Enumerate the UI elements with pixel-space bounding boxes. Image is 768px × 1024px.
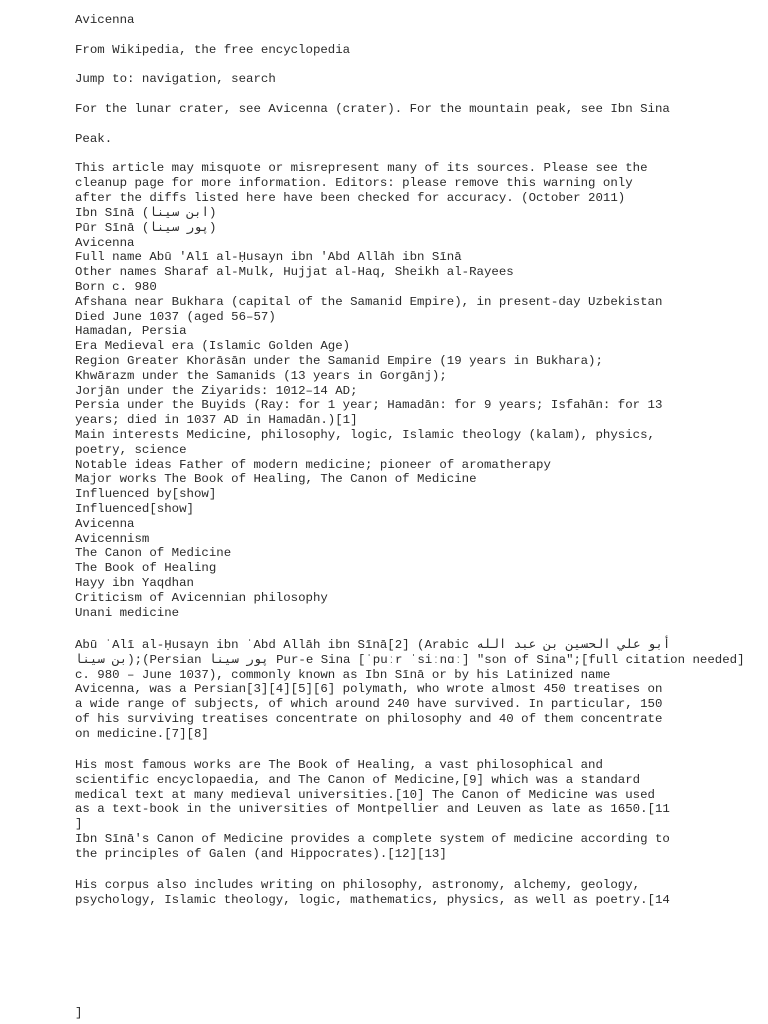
jump-links: Jump to: navigation, search xyxy=(75,72,276,86)
body-line: His most famous works are The Book of Healing, a vast philosophical and xyxy=(75,758,603,772)
infobox-line: The Canon of Medicine xyxy=(75,546,232,561)
infobox-line: poetry, science xyxy=(75,442,187,457)
body-line: on medicine.[7][8] xyxy=(75,726,209,741)
hatnote-line: Peak. xyxy=(75,132,113,146)
body-line: c. 980 – June 1037), commonly known as Ibn Sīnā or by his Latinized name xyxy=(75,667,611,682)
infobox-line: Khwārazm under the Samanids (13 years in Gorgānj); xyxy=(75,368,447,383)
infobox-line: Hayy ibn Yaqdhan xyxy=(75,576,194,590)
body-line: a wide range of subjects, of which around 240 have survived. In particular, 150 xyxy=(75,697,663,712)
body-line: of his surviving treatises concentrate on philosophy and 40 of them concentrate xyxy=(75,712,663,726)
body-line: scientific encyclopaedia, and The Canon of Medicine,[9] which was a standard xyxy=(75,772,641,787)
body-line: Abū ʿAlī al-Ḥusayn ibn ʿAbd Allāh ibn Sīnā[2] (Arabic أبو علي الحسين بن عبد الله xyxy=(75,638,671,652)
infobox-line: Avicenna xyxy=(75,235,135,250)
infobox-line: Ibn Sīnā (ابن سینا) xyxy=(75,206,217,220)
infobox-line: Pūr Sīnā (پور سینا) xyxy=(75,220,217,235)
warning-line: after the diffs listed here have been checked for accuracy. (October 2011) xyxy=(75,190,626,205)
infobox-line: Avicenna xyxy=(75,516,135,531)
infobox-line: Hamadan, Persia xyxy=(75,324,187,339)
body-line: medical text at many medieval universities.[10] The Canon of Medicine was used xyxy=(75,787,655,802)
body-line: as a text-book in the universities of Montpellier and Leuven as late as 1650.[11 xyxy=(75,802,670,817)
warning-line: This article may misquote or misrepresent many of its sources. Please see the xyxy=(75,161,648,175)
body-line: Ibn Sīnā's Canon of Medicine provides a complete system of medicine according to xyxy=(75,832,670,846)
infobox-line: Influenced[show] xyxy=(75,502,194,516)
infobox-line: Born c. 980 xyxy=(75,280,157,294)
infobox-line: Afshana near Bukhara (capital of the Samanid Empire), in present-day Uzbekistan xyxy=(75,294,663,309)
source-line: From Wikipedia, the free encyclopedia xyxy=(75,43,351,57)
infobox-line: Criticism of Avicennian philosophy xyxy=(75,590,328,605)
infobox-line: Notable ideas Father of modern medicine; pioneer of aromatherapy xyxy=(75,457,551,472)
infobox-line: Major works The Book of Healing, The Canon of Medicine xyxy=(75,472,477,487)
body-line: psychology, Islamic theology, logic, mathematics, physics, as well as poetry.[14 xyxy=(75,892,670,907)
body-line: Avicenna, was a Persian[3][4][5][6] polymath, who wrote almost 450 treatises on xyxy=(75,682,663,697)
infobox-line: Other names Sharaf al-Mulk, Hujjat al-Haq, Sheikh al-Rayees xyxy=(75,265,514,280)
body-line: the principles of Galen (and Hippocrates).[12][13] xyxy=(75,846,447,861)
infobox-line: The Book of Healing xyxy=(75,561,217,576)
infobox-line: years; died in 1037 AD in Hamadān.)[1] xyxy=(75,413,358,428)
page-title: Avicenna xyxy=(75,13,135,27)
infobox-line: Full name Abū 'Alī al-Ḥusayn ibn 'Abd Allāh ibn Sīnā xyxy=(75,250,462,265)
warning-line: cleanup page for more information. Editors: please remove this warning only xyxy=(75,175,633,190)
hatnote-line: For the lunar crater, see Avicenna (crater). For the mountain peak, see Ibn Sina xyxy=(75,102,670,116)
body-line: His corpus also includes writing on philosophy, astronomy, alchemy, geology, xyxy=(75,878,641,892)
body-line: ] xyxy=(75,817,83,832)
infobox-line: Persia under the Buyids (Ray: for 1 year; Hamadān: for 9 years; Isfahān: for 13 xyxy=(75,398,663,413)
body-line: بن سينا);(Persian پور سینا Pur-e Sina [ˈpuːr ˈsiːnɑː] "son of Sina";[full citation needed] xyxy=(75,652,745,667)
infobox-line: Influenced by[show] xyxy=(75,487,217,502)
infobox-line: Died June 1037 (aged 56–57) xyxy=(75,309,276,324)
infobox-line: Jorjān under the Ziyarids: 1012–14 AD; xyxy=(75,383,358,398)
infobox-line: Unani medicine xyxy=(75,605,180,620)
continuation-bracket: ] xyxy=(75,1006,83,1020)
infobox-line: Region Greater Khorāsān under the Samanid Empire (19 years in Bukhara); xyxy=(75,354,603,368)
infobox-line: Avicennism xyxy=(75,531,150,546)
infobox-line: Main interests Medicine, philosophy, logic, Islamic theology (kalam), physics, xyxy=(75,428,655,442)
infobox-line: Era Medieval era (Islamic Golden Age) xyxy=(75,339,351,354)
